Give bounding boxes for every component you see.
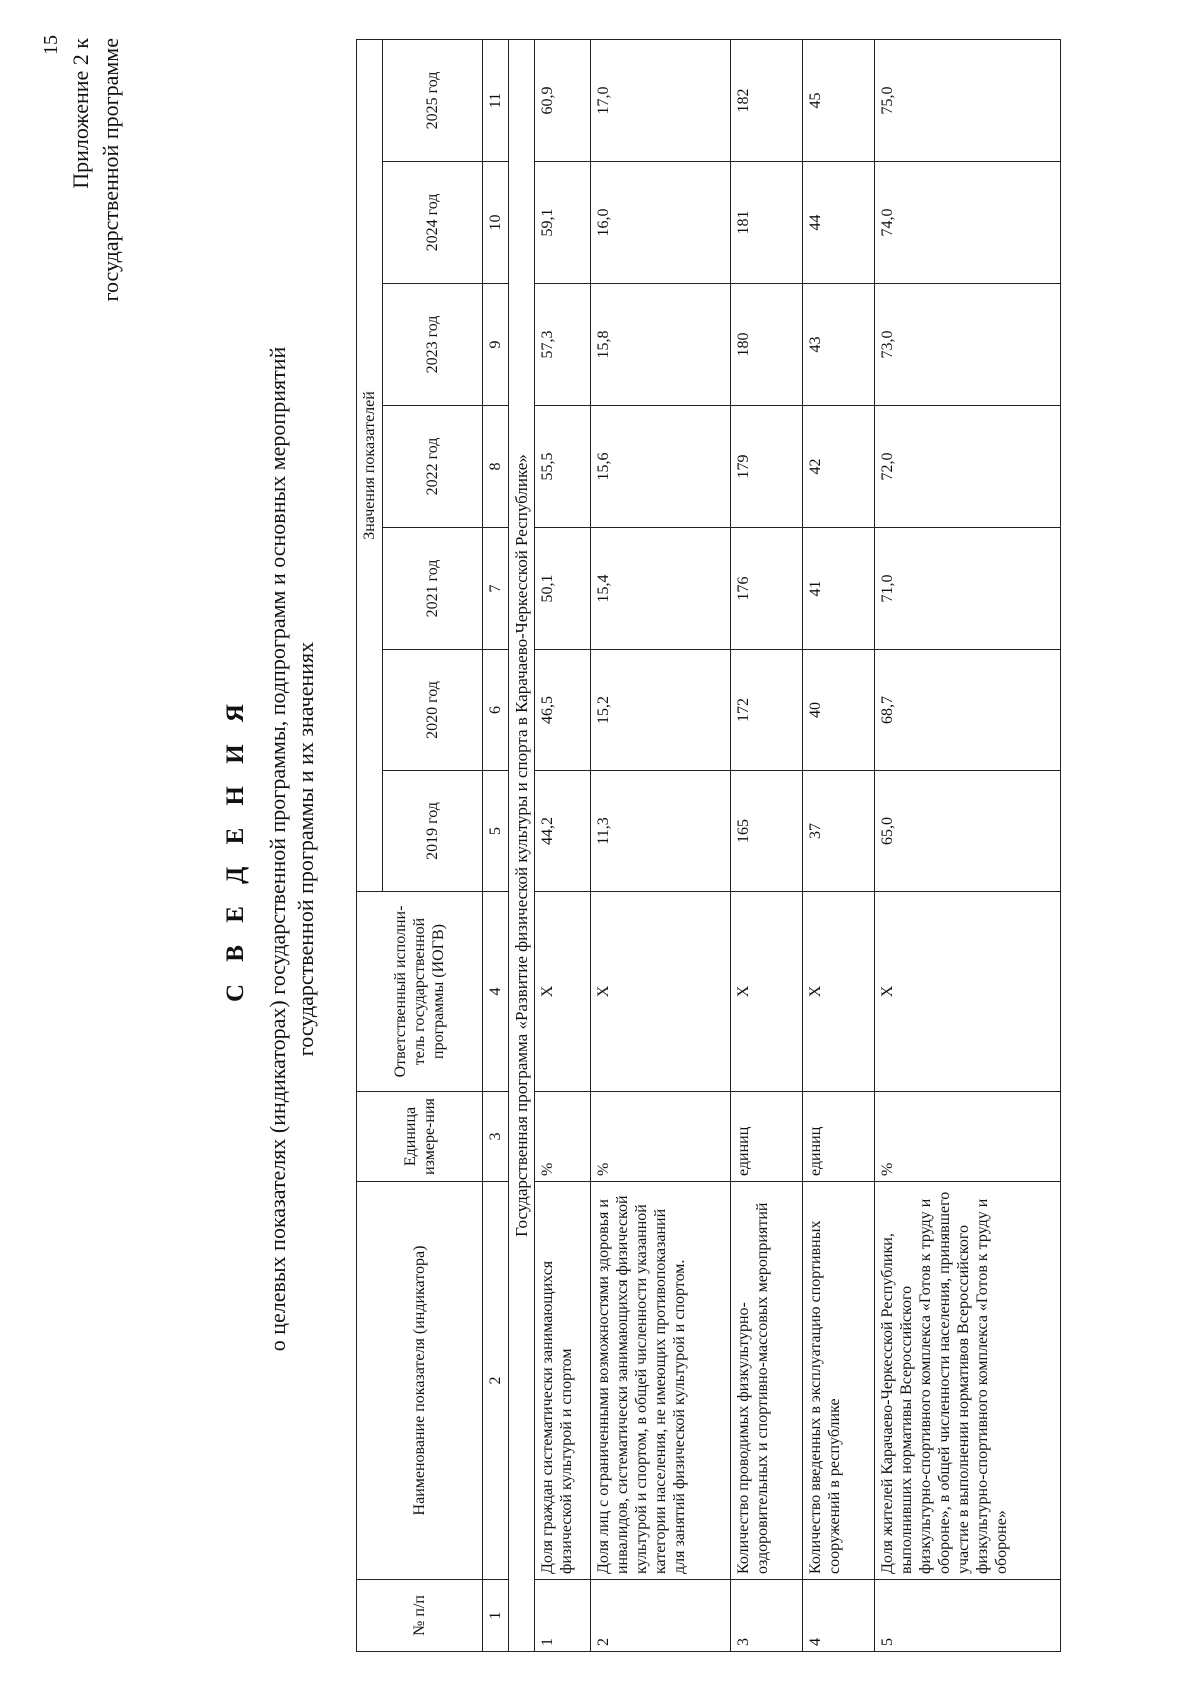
row-unit: % [535, 1092, 591, 1182]
row-value-2024: 16,0 [591, 162, 731, 284]
row-value-2023: 180 [731, 284, 803, 406]
row-indicator-name: Количество проводимых физкультурно-оздоровительных и спортивно-массовых мероприятий [731, 1182, 803, 1580]
row-value-2023: 57,3 [535, 284, 591, 406]
row-value-2025: 75,0 [875, 39, 1061, 161]
header-year-2023: 2023 год [383, 284, 483, 406]
row-value-2022: 15,6 [591, 406, 731, 528]
row-indicator-name: Доля граждан систематически занимающихся физической культурой и спортом [535, 1182, 591, 1580]
row-value-2024: 74,0 [875, 162, 1061, 284]
header-year-2021: 2021 год [383, 528, 483, 650]
row-value-2019: 11,3 [591, 771, 731, 892]
table-row [591, 39, 731, 1651]
column-number: 10 [483, 162, 509, 284]
row-responsible: Х [803, 892, 875, 1092]
table-row [535, 39, 591, 1651]
section-title: Государственная программа «Развитие физической культуры и спорта в Карачаево-Черкесской Республике» [509, 39, 535, 1651]
row-value-2019: 165 [731, 771, 803, 892]
row-value-2020: 68,7 [875, 650, 1061, 771]
row-responsible: Х [591, 892, 731, 1092]
header-year-2025: 2025 год [383, 39, 483, 161]
row-unit: % [591, 1092, 731, 1182]
row-value-2022: 55,5 [535, 406, 591, 528]
row-unit: % [875, 1092, 1061, 1182]
row-value-2024: 59,1 [535, 162, 591, 284]
row-value-2020: 46,5 [535, 650, 591, 771]
document-subtitle [264, 300, 320, 1398]
subtitle-line-1: о целевых показателях (индикаторах) государственной программы, подпрограмм и основных мероприятий [265, 346, 290, 1352]
row-value-2025: 182 [731, 39, 803, 161]
subtitle-line-2: государственной программы и их значениях [293, 641, 318, 1057]
row-value-2021: 15,4 [591, 528, 731, 650]
appendix-note [66, 38, 126, 301]
row-responsible: Х [875, 892, 1061, 1092]
row-value-2024: 44 [803, 162, 875, 284]
row-value-2023: 15,8 [591, 284, 731, 406]
row-value-2025: 17,0 [591, 39, 731, 161]
row-indicator-name: Доля лиц с ограниченными возможностями здоровья и инвалидов, систематически занимающихся физической культурой и спортом, в общей численности указанной категории населения, не имеющих противопоказаний для занятий физической культурой и спортом. [591, 1182, 731, 1580]
row-value-2023: 43 [803, 284, 875, 406]
appendix-line-1: Приложение 2 к [68, 38, 93, 189]
row-value-2019: 44,2 [535, 771, 591, 892]
row-value-2025: 45 [803, 39, 875, 161]
header-year-2020: 2020 год [383, 650, 483, 771]
header-values-group: Значения показателей [357, 39, 383, 891]
row-value-2022: 42 [803, 406, 875, 528]
table-row [803, 39, 875, 1651]
column-number: 7 [483, 528, 509, 650]
row-num: 1 [535, 1580, 591, 1652]
row-unit: единиц [803, 1092, 875, 1182]
row-num: 2 [591, 1580, 731, 1652]
header-year-2024: 2024 год [383, 162, 483, 284]
column-number: 3 [483, 1092, 509, 1182]
header-responsible: Ответственный исполни-тель государственной программы (ИОГВ) [357, 892, 483, 1092]
indicators-table [356, 39, 1061, 1652]
header-unit: Единица измере-ния [357, 1092, 483, 1182]
page-number: 15 [40, 35, 62, 55]
row-value-2024: 181 [731, 162, 803, 284]
row-value-2021: 41 [803, 528, 875, 650]
row-num: 3 [731, 1580, 803, 1652]
appendix-line-2: государственной программе [98, 38, 123, 302]
table-row [731, 39, 803, 1651]
column-number: 4 [483, 892, 509, 1092]
row-value-2025: 60,9 [535, 39, 591, 161]
row-value-2020: 172 [731, 650, 803, 771]
row-value-2019: 65,0 [875, 771, 1061, 892]
column-number: 8 [483, 406, 509, 528]
row-num: 4 [803, 1580, 875, 1652]
row-value-2022: 72,0 [875, 406, 1061, 528]
header-year-2022: 2022 год [383, 406, 483, 528]
row-value-2020: 15,2 [591, 650, 731, 771]
column-number: 9 [483, 284, 509, 406]
row-unit: единиц [731, 1092, 803, 1182]
row-num: 5 [875, 1580, 1061, 1652]
column-number: 2 [483, 1182, 509, 1580]
section-row [509, 39, 535, 1651]
row-value-2019: 37 [803, 771, 875, 892]
row-value-2022: 179 [731, 406, 803, 528]
row-value-2021: 50,1 [535, 528, 591, 650]
row-value-2023: 73,0 [875, 284, 1061, 406]
column-number: 11 [483, 39, 509, 161]
row-value-2020: 40 [803, 650, 875, 771]
column-number: 1 [483, 1580, 509, 1652]
column-number: 5 [483, 771, 509, 892]
row-responsible: Х [731, 892, 803, 1092]
header-num: № п/п [357, 1580, 483, 1652]
header-name: Наименование показателя (индикатора) [357, 1182, 483, 1580]
row-indicator-name: Доля жителей Карачаево-Черкесской Республики, выполнивших нормативы Всероссийского физкультурно-спортивного комплекса «Готов к труду и обороне», в общей численности населения, принявшего участие в выполнении нормативов Всероссийского физкультурно-спортивного комплекса «Готов к труду и обороне» [875, 1182, 1061, 1580]
header-year-2019: 2019 год [383, 771, 483, 892]
column-number: 6 [483, 650, 509, 771]
row-value-2021: 176 [731, 528, 803, 650]
row-responsible: Х [535, 892, 591, 1092]
row-indicator-name: Количество введенных в эксплуатацию спортивных сооружений в республике [803, 1182, 875, 1580]
column-number-row [483, 39, 509, 1651]
document-title: С В Е Д Е Н И Я [222, 696, 249, 1002]
row-value-2021: 71,0 [875, 528, 1061, 650]
table-row [875, 39, 1061, 1651]
